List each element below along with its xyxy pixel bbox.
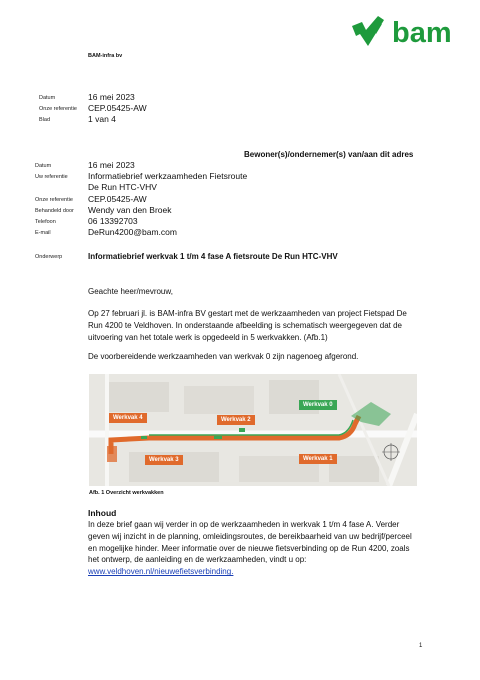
- onderwerp-label: Onderwerp: [35, 254, 63, 260]
- map-svg: [89, 374, 417, 486]
- paragraph-2-text: De voorbereidende werkzaamheden van werkvak 0 zijn nagenoeg afgerond.: [88, 352, 359, 361]
- figure-caption: Afb. 1 Overzicht werkvakken: [89, 490, 164, 496]
- veldhoven-link[interactable]: www.veldhoven.nl/nieuwefietsverbinding.: [88, 567, 234, 577]
- onze-ref-label: Onze referentie: [35, 197, 73, 203]
- inhoud-heading: Inhoud: [88, 508, 117, 518]
- telefoon-value: 06 13392703: [88, 216, 138, 226]
- meta-top-ref: CEP.05425-AW: [88, 103, 147, 113]
- bam-logo-mark: [352, 16, 384, 46]
- behandeld-value: Wendy van den Broek: [88, 205, 172, 215]
- paragraph-1-text: Op 27 februari jl. is BAM-infra BV gestart met de werkzaamheden van project Fietspad De Run 4200 te Veldhoven. In onderstaande afbeelding is schematisch weergegeven dat de uitvoering van het totale werk is opgedeeld in 5 werkvakken. (Afb.1): [88, 309, 407, 342]
- meta-top-blad: 1 van 4: [88, 114, 116, 124]
- meta-top-datum-label: Datum: [39, 95, 56, 101]
- recipient-line: Bewoner(s)/ondernemer(s) van/aan dit adres: [244, 150, 414, 159]
- label-werkvak-4: Werkvak 4: [109, 413, 147, 423]
- uw-ref-value-1: Informatiebrief werkzaamheden Fietsroute: [88, 171, 248, 181]
- email-label: E-mail: [35, 230, 51, 236]
- datum-label: Datum: [35, 163, 52, 169]
- bam-logo-text: bam: [392, 17, 452, 49]
- label-werkvak-1: Werkvak 1: [299, 454, 337, 464]
- label-werkvak-3: Werkvak 3: [145, 455, 183, 465]
- bam-logo: [348, 12, 470, 52]
- label-werkvak-0: Werkvak 0: [299, 400, 337, 410]
- company-name: BAM-infra bv: [88, 53, 123, 59]
- onze-ref-value: CEP.05425-AW: [88, 194, 147, 204]
- telefoon-label: Telefoon: [35, 219, 56, 225]
- inhoud-paragraph: [88, 519, 418, 578]
- uw-ref-value-2: De Run HTC-VHV: [88, 182, 157, 192]
- inhoud-text: In deze brief gaan wij verder in op de werkzaamheden in werkvak 1 t/m 4 fase A. Verder geven wij inzicht in de planning, omleidingsroutes, de bereikbaarheid van uw bedrijf/perceel en mogelijke hinder. Meer informatie over de nieuwe fietsverbinding op de Run 4200, zoals het ontwerp, de aanleiding en de werkzaamheden, vindt u op:: [88, 520, 412, 565]
- meta-top-blad-label: Blad: [39, 117, 51, 123]
- datum-value: 16 mei 2023: [88, 160, 135, 170]
- behandeld-label: Behandeld door: [35, 208, 74, 214]
- email-value[interactable]: DeRun4200@bam.com: [88, 227, 177, 237]
- paragraph-1: [88, 308, 418, 343]
- greeting-text: Geachte heer/mevrouw,: [88, 287, 173, 296]
- werkvakken-map: [89, 374, 417, 486]
- meta-top-ref-label: Onze referentie: [39, 106, 77, 112]
- page-number: 1: [419, 643, 423, 649]
- greeting: [88, 286, 418, 298]
- subject-line: Informatiebrief werkvak 1 t/m 4 fase A fietsroute De Run HTC-VHV: [88, 252, 338, 261]
- meta-top-datum: 16 mei 2023: [88, 92, 135, 102]
- uw-ref-label: Uw referentie: [35, 174, 68, 180]
- paragraph-2: [88, 351, 418, 363]
- route-werkvak-4-area: [107, 446, 117, 462]
- label-werkvak-2: Werkvak 2: [217, 415, 255, 425]
